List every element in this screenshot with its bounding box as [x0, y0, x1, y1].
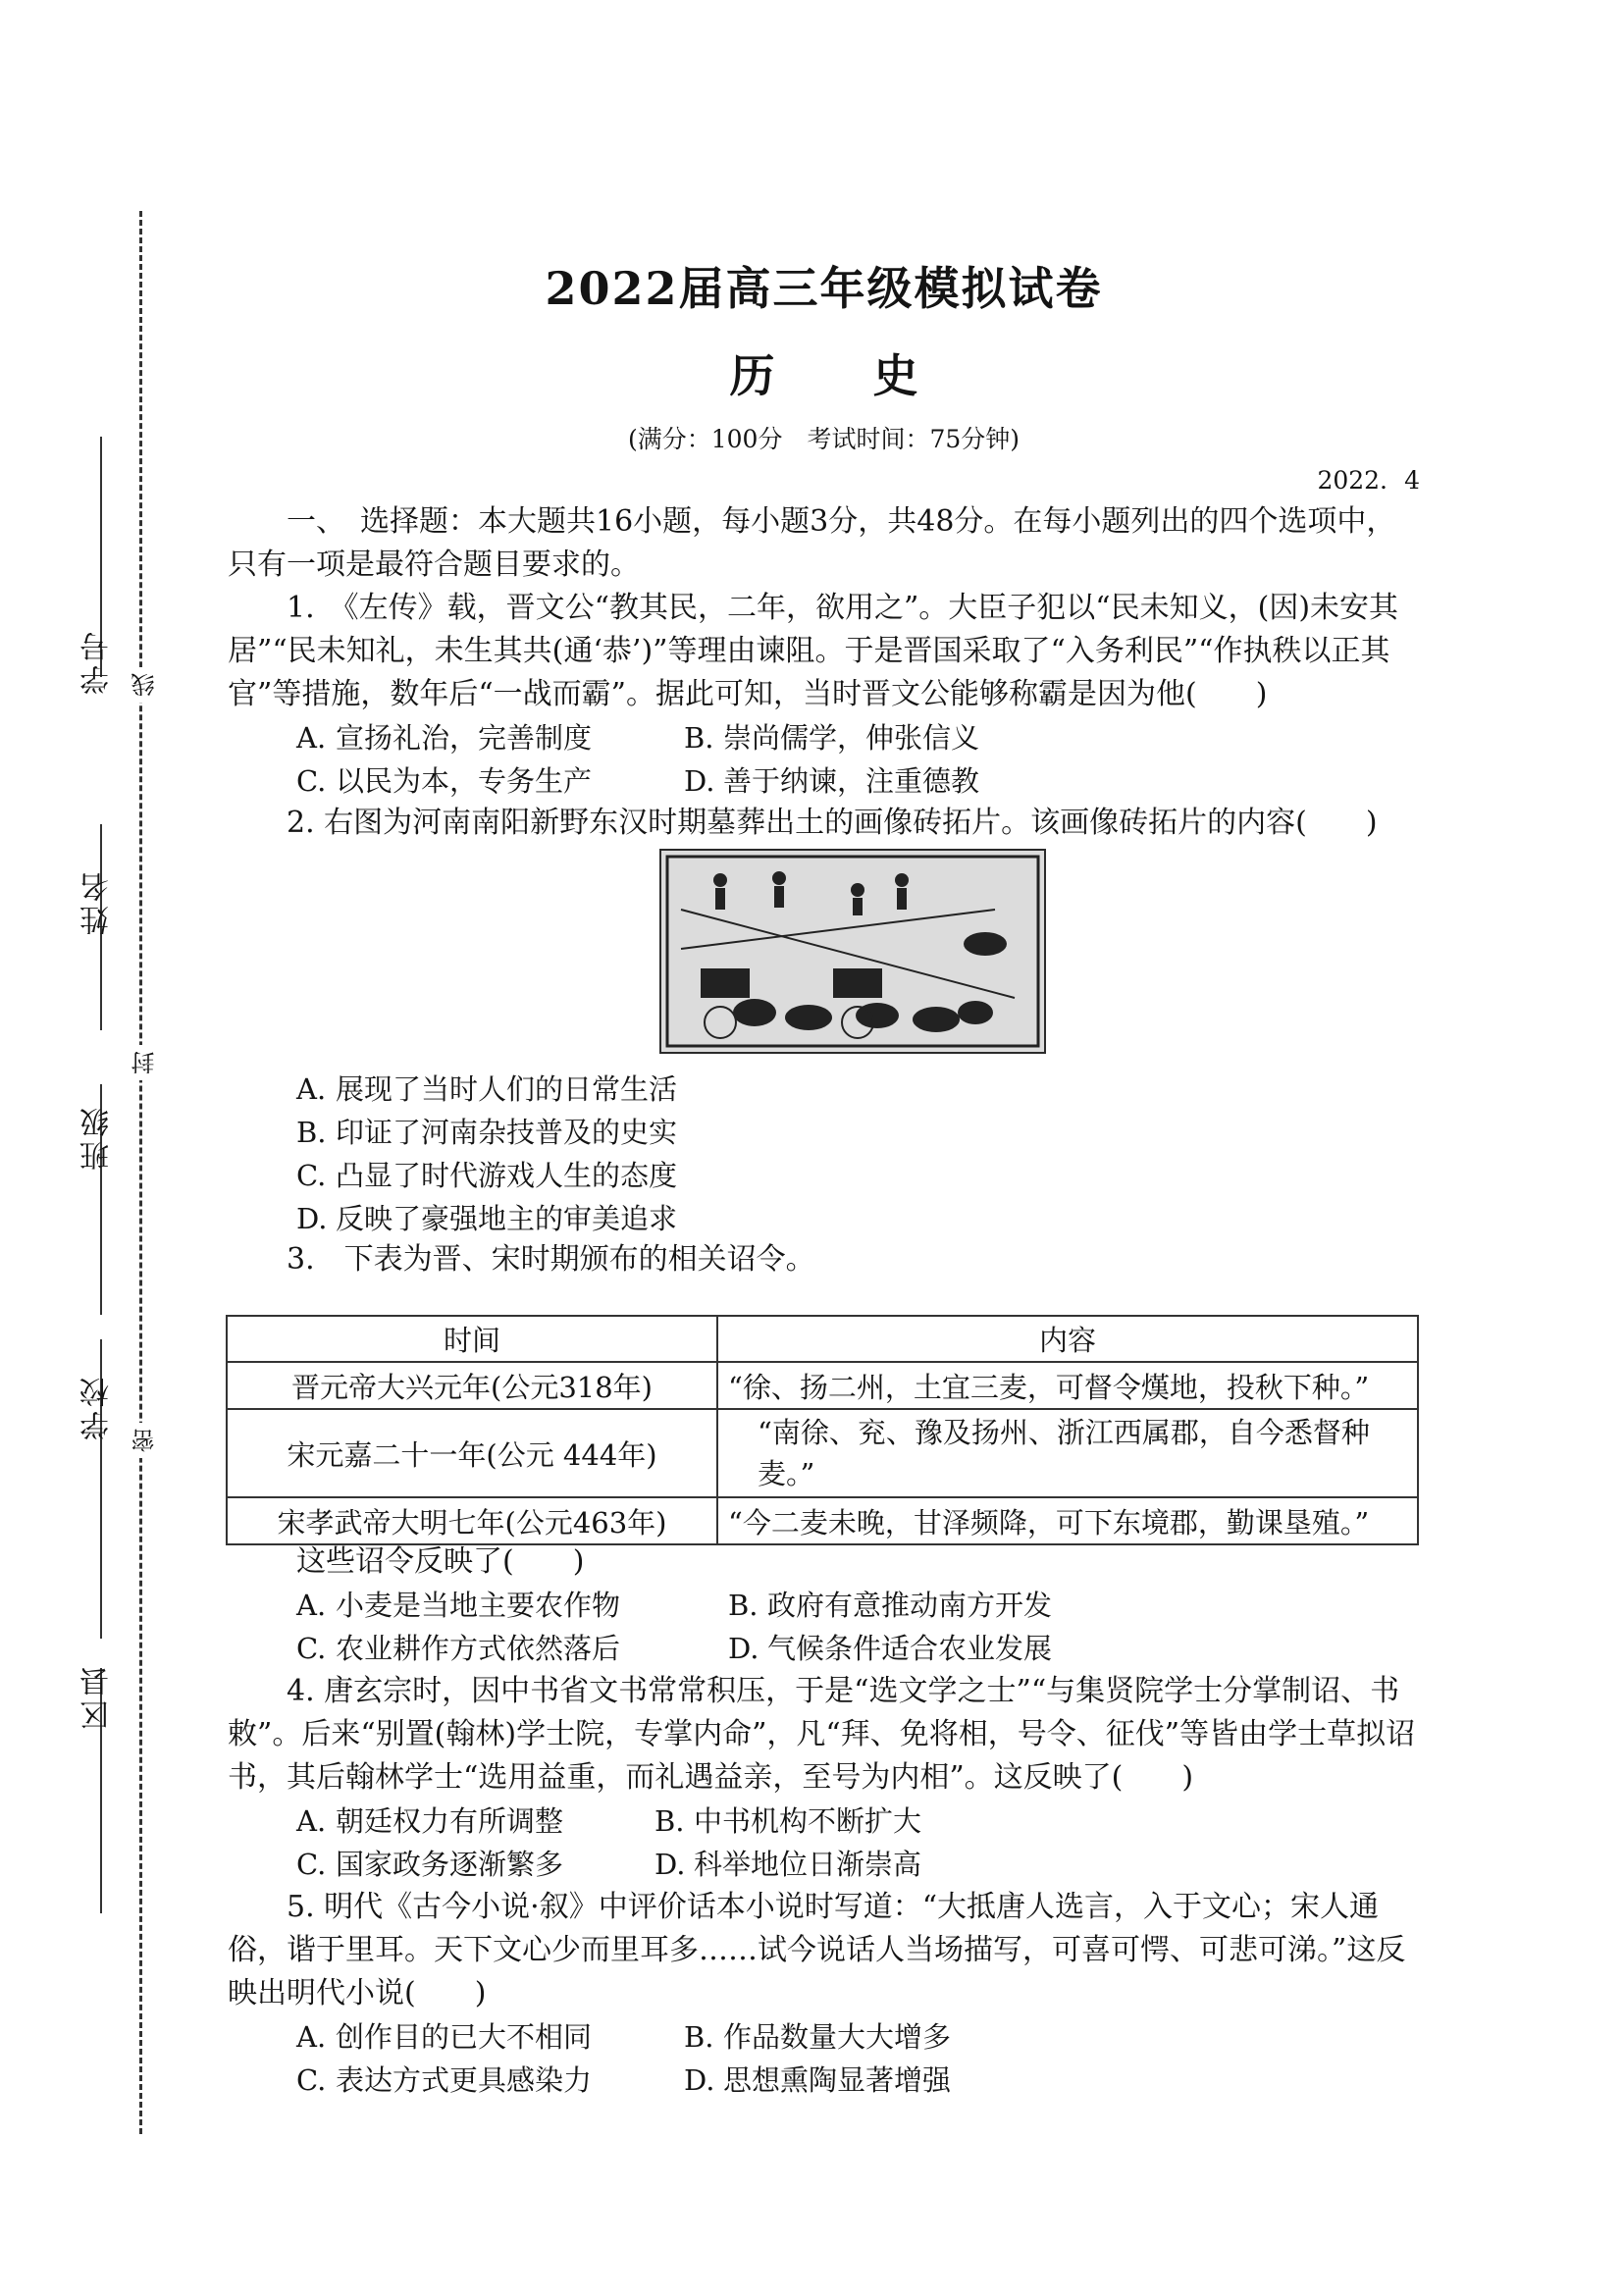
class-label: 班级 [80, 1104, 115, 1171]
tear-line [139, 211, 142, 2134]
table-row [227, 1409, 1418, 1497]
table-cell-content: “今二麦未晚，甘泽频降，可下东境郡，勤课垦殖。” [717, 1497, 1418, 1544]
question-1-stem: 1. 《左传》载，晋文公“教其民，二年，欲用之”。大臣子犯以“民未知义，(因)未安其居”“民未知礼，未生其共(通‘恭’)”等理由谏阻。于是晋国采取了“入务利民”“作执秩以正其官”等措施，数年后“一战而霸”。据此可知，当时晋文公能够称霸是因为他( ) [228, 591, 1399, 711]
han-brick-rubbing-image [659, 849, 1046, 1054]
question-3-stem: 3. 下表为晋、宋时期颁布的相关诏令。 [287, 1242, 815, 1277]
q4-option-c[interactable]: C. 国家政务逐渐繁多 [296, 1848, 564, 1881]
question-3-followup: 这些诏令反映了( ) [296, 1544, 585, 1579]
q3-option-c[interactable]: C. 农业耕作方式依然落后 [296, 1632, 621, 1665]
q5-option-c[interactable]: C. 表达方式更具感染力 [296, 2063, 593, 2097]
seal-char-seal: 封 [128, 1045, 162, 1080]
exam-date: 2022．4 [1317, 466, 1420, 495]
seal-char-secret: 密 [128, 1423, 162, 1458]
question-5-stem: 5. 明代《古今小说·叙》中评价话本小说时写道：“大抵唐人选言，入于文心；宋人通俗，谐于里耳。天下文心少而里耳多……试今说话人当场描写，可喜可愕、可悲可涕。”这反映出明代小说( ) [228, 1890, 1406, 2010]
q1-option-c[interactable]: C. 以民为本，专务生产 [296, 764, 593, 798]
subject-title: 历史 [729, 349, 1017, 402]
q3-option-a[interactable]: A. 小麦是当地主要农作物 [296, 1589, 621, 1622]
q3-option-b[interactable]: B. 政府有意推动南方开发 [728, 1589, 1053, 1622]
q1-option-b[interactable]: B. 崇尚儒学，伸张信义 [684, 721, 980, 755]
binding-margin [0, 0, 172, 2296]
q5-option-b[interactable]: B. 作品数量大大增多 [684, 2020, 952, 2054]
q3-option-d[interactable]: D. 气候条件适合农业发展 [728, 1632, 1053, 1665]
q4-option-d[interactable]: D. 科举地位日渐崇高 [654, 1848, 922, 1881]
q1-option-a[interactable]: A. 宣扬礼治，完善制度 [296, 721, 593, 755]
seal-char-line: 线 [128, 667, 162, 703]
q1-option-d[interactable]: D. 善于纳谏，注重德教 [684, 764, 980, 798]
table-row [227, 1362, 1418, 1409]
student-id-label: 学号 [80, 628, 115, 695]
table-row [227, 1497, 1418, 1544]
exam-title: 2022届高三年级模拟试卷 [545, 262, 1103, 315]
table-header-row [227, 1316, 1418, 1362]
q4-option-a[interactable]: A. 朝廷权力有所调整 [296, 1804, 564, 1838]
q5-option-a[interactable]: A. 创作目的已大不相同 [296, 2020, 593, 2054]
table-cell-time: 宋元嘉二十一年(公元 444年) [227, 1409, 717, 1497]
district-label: 区县 [80, 1663, 115, 1730]
name-label: 姓名 [80, 868, 115, 935]
q2-option-a[interactable]: A. 展现了当时人们的日常生活 [296, 1072, 678, 1106]
rubbing-illustration [661, 851, 1044, 1052]
q2-option-c[interactable]: C. 凸显了时代游戏人生的态度 [296, 1159, 678, 1192]
table-header-time: 时间 [227, 1316, 717, 1362]
section-heading: 一、 选择题：本大题共16小题，每小题3分，共48分。在每小题列出的四个选项中，只有一项是最符合题目要求的。 [228, 504, 1396, 582]
question-4-stem: 4. 唐玄宗时，因中书省文书常常积压，于是“选文学之士”“与集贤院学士分掌制诏、书敕”。后来“别置(翰林)学士院，专掌内命”，凡“拜、免将相，号令、征伐”等皆由学士草拟诏书，其后翰林学士“选用益重，而礼遇益亲，至号为内相”。这反映了( ) [228, 1674, 1416, 1795]
q4-option-b[interactable]: B. 中书机构不断扩大 [654, 1804, 922, 1838]
q2-option-b[interactable]: B. 印证了河南杂技普及的史实 [296, 1116, 678, 1149]
question-2-stem: 2. 右图为河南南阳新野东汉时期墓葬出土的画像砖拓片。该画像砖拓片的内容( ) [287, 806, 1378, 840]
edict-table [226, 1315, 1419, 1545]
school-label: 学校 [80, 1374, 115, 1440]
table-header-content: 内容 [717, 1316, 1418, 1362]
q5-option-d[interactable]: D. 思想熏陶显著增强 [684, 2063, 952, 2097]
table-cell-content: “徐、扬二州，土宜三麦，可督令熯地，投秋下种。” [717, 1362, 1418, 1409]
q2-option-d[interactable]: D. 反映了豪强地主的审美追求 [296, 1202, 678, 1235]
exam-meta: (满分：100分 考试时间：75分钟) [627, 425, 1021, 453]
table-cell-time: 宋孝武帝大明七年(公元463年) [227, 1497, 717, 1544]
table-cell-content: “南徐、兖、豫及扬州、浙江西属郡，自今悉督种麦。” [717, 1409, 1418, 1497]
table-cell-time: 晋元帝大兴元年(公元318年) [227, 1362, 717, 1409]
